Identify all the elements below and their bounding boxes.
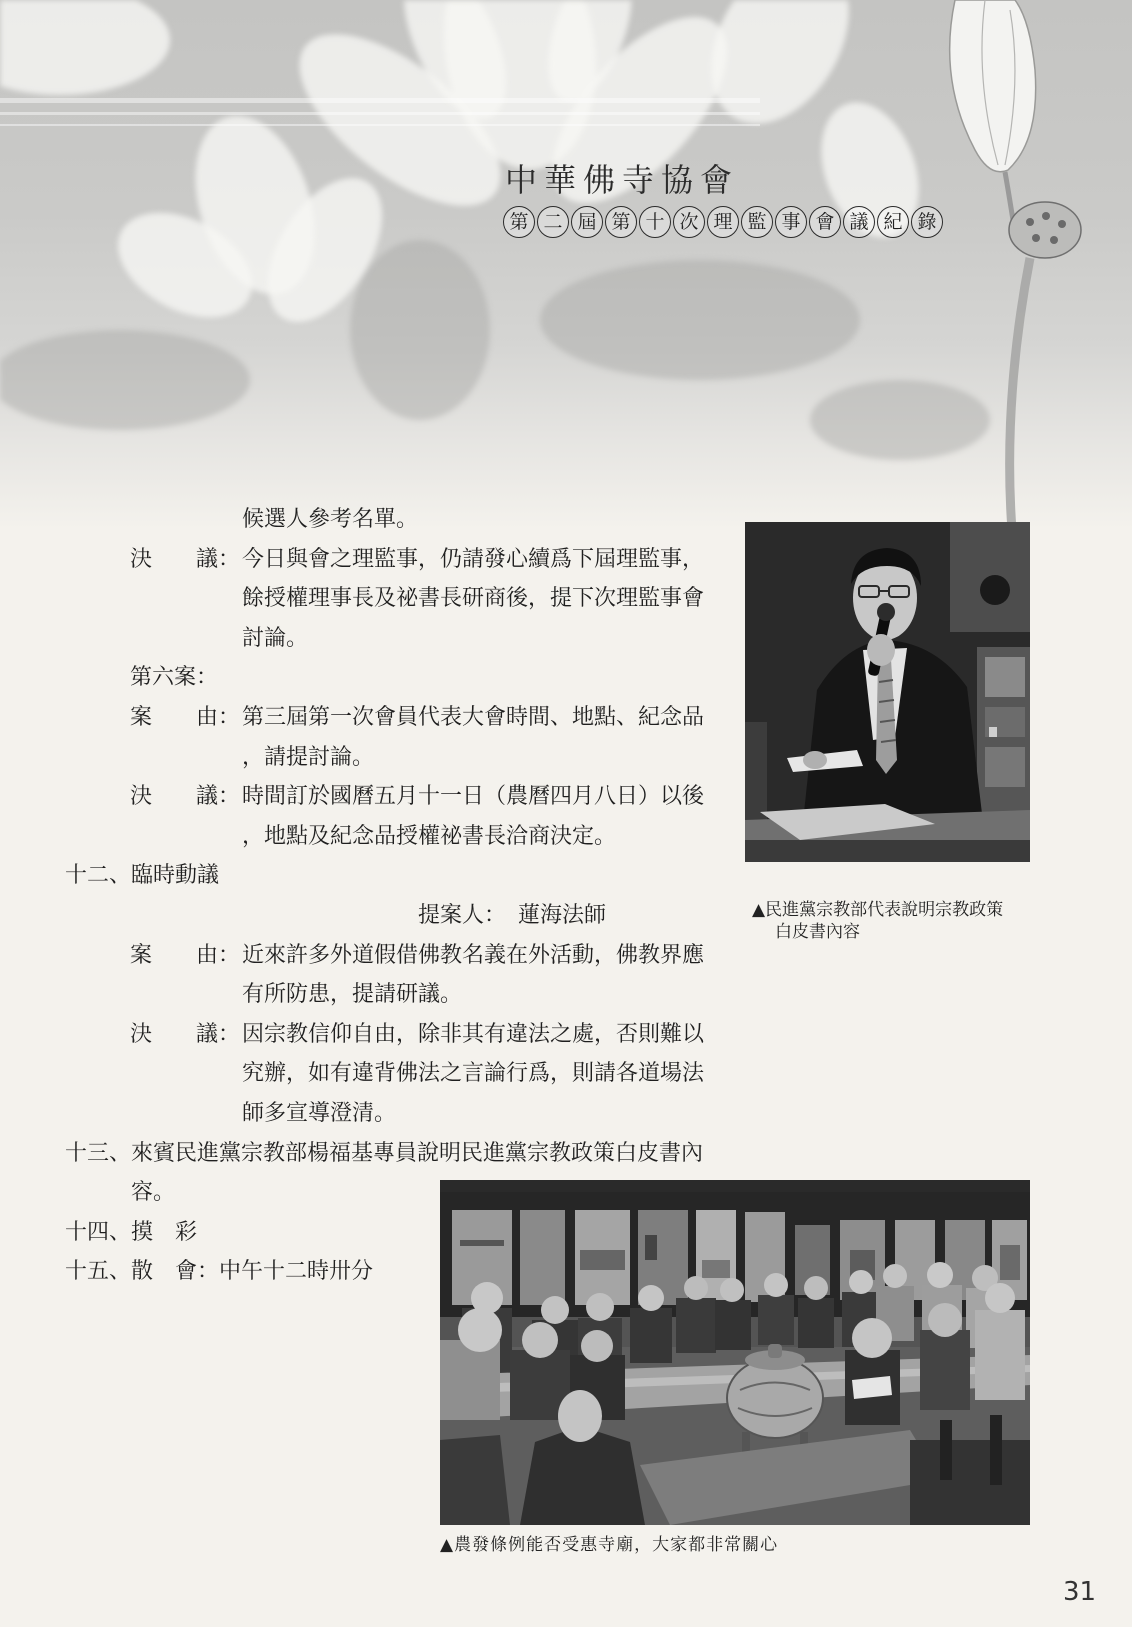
lotus-seed-pod (1009, 202, 1081, 530)
meeting-photo (440, 1180, 1030, 1525)
subject-text: 第三屆第一次會員代表大會時間、地點、紀念品 (242, 704, 705, 730)
case-6-heading: 第六案： (130, 665, 219, 691)
subtitle-char: 議 (843, 206, 875, 238)
desk (745, 804, 1030, 862)
organization-title: 中華佛寺協會 (505, 161, 740, 199)
subtitle-char: 紀 (877, 206, 909, 238)
subtitle-char: 第 (503, 206, 535, 238)
subtitle-char: 二 (537, 206, 569, 238)
resolution-label: 決 議： (130, 1021, 241, 1047)
subtitle-char: 監 (741, 206, 773, 238)
subtitle-char: 次 (673, 206, 705, 238)
header-stripes (0, 98, 760, 126)
subtitle-char: 十 (639, 206, 671, 238)
resolution-label: 決 議： (130, 784, 241, 810)
subtitle-char: 錄 (911, 206, 943, 238)
resolution-row (0, 540, 740, 580)
section-text: 中午十二時卅分 (219, 1259, 374, 1285)
section-13-row (0, 1134, 740, 1174)
resolution-text: 今日與會之理監事，仍請發心續爲下屆理監事， (242, 546, 705, 572)
section-title: 臨時動議 (131, 863, 220, 889)
section-12-heading (0, 856, 740, 896)
subject-label: 案 由： (130, 704, 241, 730)
resolution-text-cont: 討論。 (242, 625, 309, 651)
resolution-label: 決 議： (130, 546, 241, 572)
speaker-photo-caption: ▲民進黨宗教部代表說明宗教政策 (752, 900, 1004, 920)
section-number: 十三、 (65, 1140, 132, 1166)
proposer-label: 提案人： (418, 902, 507, 928)
minutes-body (0, 500, 740, 1292)
lotus-bud-and-pod (0, 0, 1132, 530)
section-number: 十二、 (65, 863, 132, 889)
speaker-photo (745, 522, 1030, 862)
speaker-photo-caption-cont: 白皮書內容 (775, 922, 860, 942)
subtitle-char: 會 (809, 206, 841, 238)
candidate-note: 候選人參考名單。 (242, 507, 419, 532)
section-number: 十五、 (65, 1259, 132, 1285)
subtitle-char: 事 (775, 206, 807, 238)
subject-text: 近來許多外道假借佛教名義在外活動，佛教界應 (242, 942, 705, 968)
subtitle-char: 第 (605, 206, 637, 238)
subject-row (0, 936, 740, 976)
resolution-text: 時間訂於國曆五月十一日（農曆四月八日）以後 (242, 784, 705, 810)
page-number: 31 (1063, 1577, 1097, 1607)
resolution-text: 因宗教信仰自由，除非其有違法之處，否則難以 (242, 1021, 705, 1047)
subject-label: 案 由： (130, 942, 241, 968)
subtitle-char: 理 (707, 206, 739, 238)
resolution-text-cont: 餘授權理事長及祕書長研商後，提下次理監事會 (242, 586, 705, 612)
resolution-row (0, 777, 740, 817)
section-title: 散 會： (131, 1259, 220, 1285)
subtitle-char: 屆 (571, 206, 603, 238)
speaker-photo-image (745, 522, 1030, 862)
resolution-row (0, 1015, 740, 1055)
resolution-text-cont: 究辦，如有違背佛法之言論行爲，則請各道場法 (242, 1061, 705, 1087)
proposer-row (0, 896, 740, 936)
subject-text-cont: ，請提討論。 (242, 744, 375, 770)
resolution-text-cont: ，地點及紀念品授權祕書長洽商決定。 (242, 823, 617, 849)
section-title: 摸 彩 (131, 1219, 198, 1245)
meeting-photo-image (440, 1180, 1030, 1525)
meeting-photo-caption: ▲農發條例能否受惠寺廟，大家都非常關心 (440, 1535, 779, 1555)
section-text-cont: 容。 (131, 1180, 176, 1206)
lotus-bud (950, 0, 1036, 232)
proposer-name: 蓮海法師 (518, 902, 607, 928)
resolution-text-cont: 師多宣導澄清。 (242, 1100, 397, 1126)
subject-text-cont: 有所防患，提請研議。 (242, 982, 463, 1008)
subject-row (0, 698, 740, 738)
meeting-subtitle (503, 206, 943, 238)
section-number: 十四、 (65, 1219, 132, 1245)
section-text: 來賓民進黨宗教部楊福基專員說明民進黨宗教政策白皮書內 (131, 1140, 704, 1166)
